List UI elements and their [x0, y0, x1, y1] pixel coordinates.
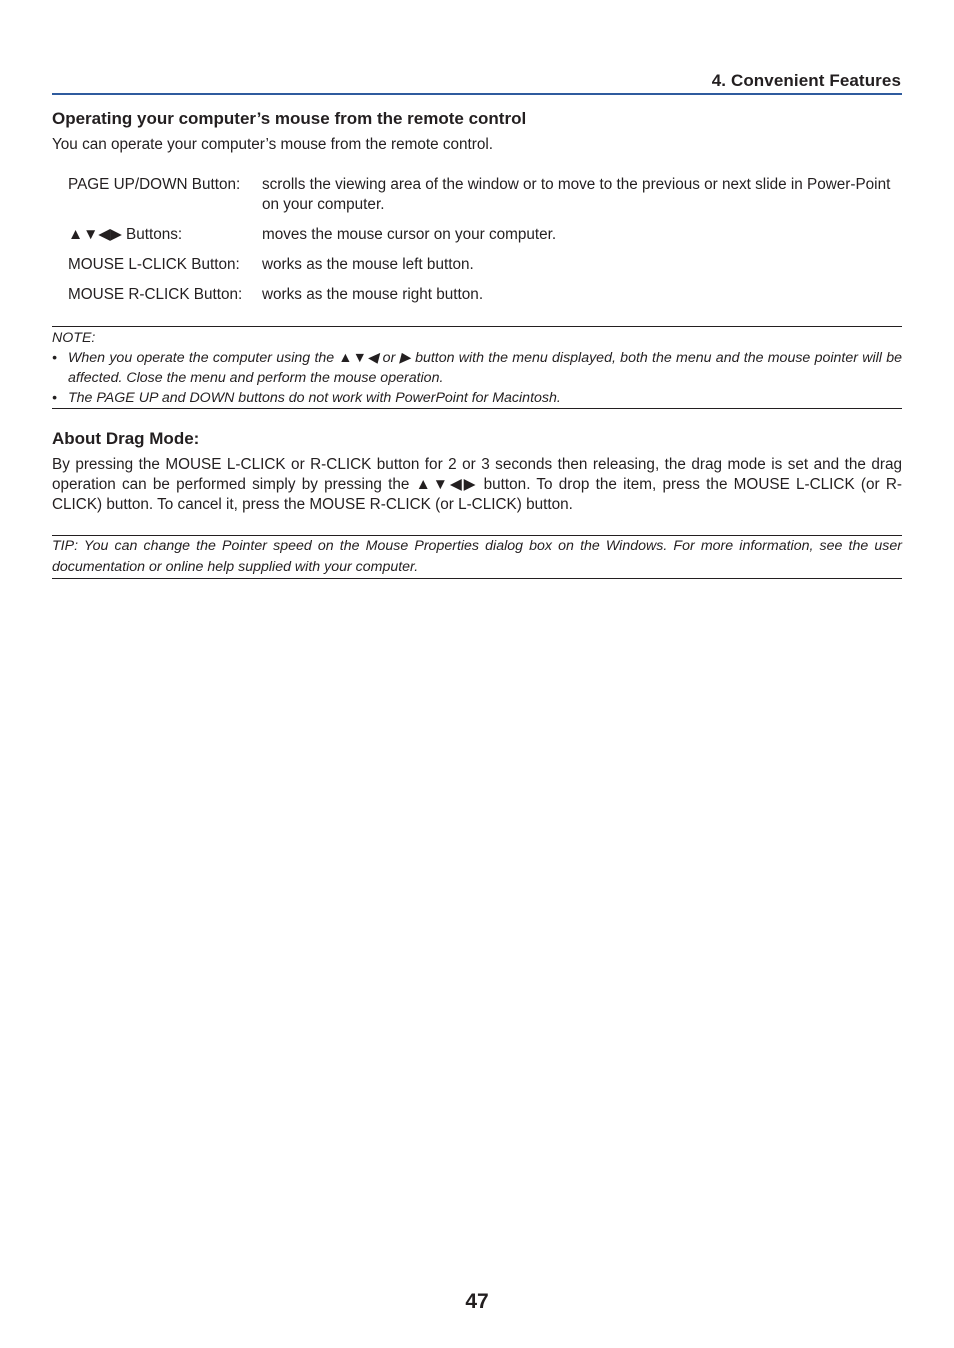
note-item: [52, 348, 902, 388]
note-label: NOTE:: [52, 330, 96, 346]
drag-section-body: By pressing the MOUSE L-CLICK or R-CLICK button for 2 or 3 seconds then releasing, the drag mode is set and the drag operation can be performed simply by pressing the ▲▼◀▶ button. To drop the item, press the MOUSE L-CLICK (or R-CLICK) button. To cancel it, press the MOUSE R-CLICK (or L-CLICK) button.: [52, 456, 902, 513]
definition-description: works as the mouse left button.: [262, 256, 474, 273]
note-item: [52, 388, 902, 408]
definition-term: MOUSE R-CLICK Button:: [68, 286, 243, 303]
definition-term: ▲▼◀▶ Buttons:: [68, 226, 183, 243]
definition-description: works as the mouse right button.: [262, 286, 484, 303]
definition-term: PAGE UP/DOWN Button:: [68, 176, 241, 193]
definition-description: scrolls the viewing area of the window or to move to the previous or next slide in Power-Point on your computer.: [262, 176, 891, 213]
note-box: [52, 326, 902, 409]
button-definitions: [68, 175, 902, 315]
definition-description: moves the mouse cursor on your computer.: [262, 226, 557, 243]
tip-text: TIP: You can change the Pointer speed on the Mouse Properties dialog box on the Windows. For more information, see the user documentation or online help supplied with your computer.: [52, 538, 902, 575]
bullet: •: [52, 350, 57, 366]
bullet: •: [52, 390, 57, 406]
mouse-section-heading: Operating your computer’s mouse from the remote control: [52, 109, 527, 128]
note-text: When you operate the computer using the ▲▼◀ or ▶ button with the menu displayed, both the menu and the mouse pointer will be affected. Close the menu and perform the mouse operation.: [68, 350, 902, 386]
note-text: The PAGE UP and DOWN buttons do not work with PowerPoint for Macintosh.: [68, 390, 561, 406]
header-divider: [52, 93, 902, 95]
definition-row: [68, 175, 902, 215]
section-title: 4. Convenient Features: [711, 71, 901, 90]
drag-section-heading: About Drag Mode:: [52, 429, 200, 448]
mouse-section-intro: You can operate your computer’s mouse from the remote control.: [52, 136, 494, 153]
tip-box: [52, 535, 902, 579]
definition-row: [68, 225, 902, 245]
page-number: 47: [465, 1290, 489, 1313]
definition-term: MOUSE L-CLICK Button:: [68, 256, 240, 273]
definition-row: [68, 285, 902, 305]
definition-row: [68, 255, 902, 275]
